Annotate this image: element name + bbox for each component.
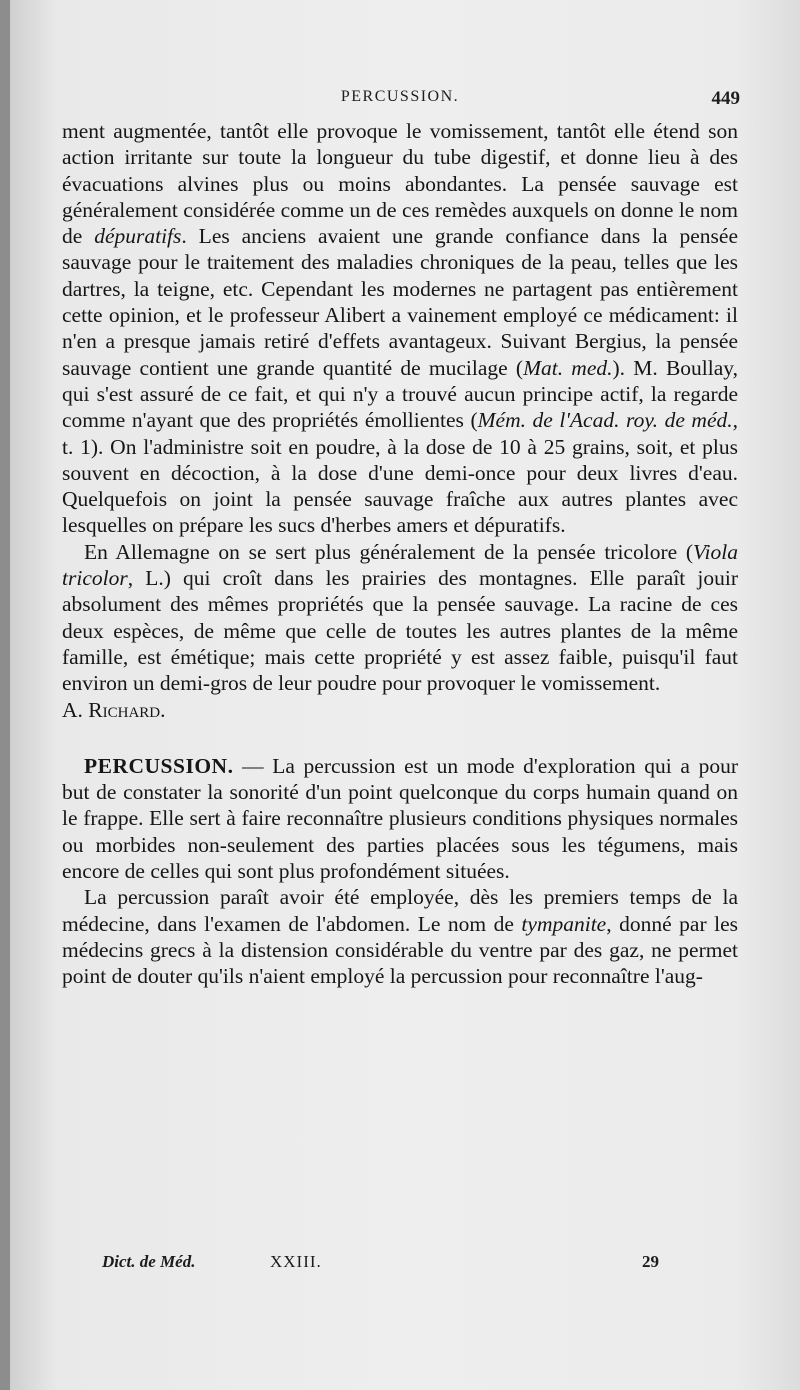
page-header: [60, 88, 740, 114]
footer-volume: XXIII.: [270, 1252, 322, 1271]
italic-term: dépuratifs: [94, 224, 182, 249]
author-signature: A. Richard.: [62, 697, 166, 722]
text-run: , L.) qui croît dans les prairies des montagnes. Elle paraît jouir absolument des mêmes propriétés que la pensée sauvage. La racine de ces deux espèces, de même que celle de toutes les autres plantes de la même famille, est émétique; mais cette propriété y est assez faible, puisqu'il faut environ un demi-gros de leur poudre pour provoquer le vomissement.: [62, 566, 738, 696]
text-run: , donné par les médecins grecs à la distension considérable du ventre par des gaz, ne permet point de douter qu'ils n'aient employé la percussion pour reconnaître l'aug-: [62, 911, 738, 989]
footer-signature-mark: 29: [642, 1252, 659, 1271]
text-run: . Les anciens avaient une grande confiance dans la pensée sauvage pour le traitement des maladies chroniques de la peau, telles que les dartres, la teigne, etc. Cependant les modernes ne partagent pas entièrement cette opinion, et le professeur Alibert a vainement employé ce médicament: il n'en a presque jamais retiré d'effets avantageux. Suivant Bergius, la pensée sauvage contient une grande quantité de mucilage (: [62, 224, 738, 380]
text-run: — La percussion est un mode d'exploration qui a pour but de constater la sonorité d'un point quelconque du corps humain quand on le frappe. Elle sert à faire reconnaître plusieurs conditions physiques normales ou morbides non-seulement des parties placées sous les tégumens, mais encore de celles qui sont plus profondément situées.: [62, 753, 738, 884]
page-footer: [102, 1252, 682, 1278]
text-run: La percussion paraît avoir été employée, dès les premiers temps de la médecine, dans l'examen de l'abdomen. Le nom de: [62, 885, 738, 936]
article-percussion-intro: [62, 753, 738, 884]
footer-dictionary-title: Dict. de Méd.: [102, 1252, 196, 1271]
article-headword: PERCUSSION.: [84, 753, 234, 778]
page-body: [62, 118, 738, 990]
book-page: [10, 0, 800, 1390]
text-run: ). M. Boullay, qui s'est assuré de ce fait, et qui n'y a trouvé aucun principe actif, la regarde comme n'ayant que des propriétés émollientes (: [62, 355, 739, 433]
italic-citation: Mém. de l'Acad. roy. de méd.: [477, 408, 733, 433]
text-run: En Allemagne on se sert plus généralement de la pensée tricolore (: [84, 539, 694, 564]
italic-term: tympanite: [521, 911, 607, 936]
paragraph-pensee-sauvage: [62, 118, 738, 539]
page-number: 449: [711, 88, 740, 109]
author-signature-line: [62, 697, 738, 723]
text-run: ment augmentée, tantôt elle provoque le vomissement, tantôt elle étend son action irritante sur toute la longueur du tube digestif, et donne lieu à des évacuations alvines plus ou moins abondantes. La pensée sauvage est généralement considérée comme un de ces remèdes auxquels on donne le nom de: [62, 119, 738, 249]
text-run: , t. 1). On l'administre soit en poudre, à la dose de 10 à 25 grains, soit, et plus souvent en décoction, à la dose d'une demi-once pour deux livres d'eau. Quelquefois on joint la pensée sauvage fraîche aux autres plantes avec lesquelles on prépare les sucs d'herbes amers et dépuratifs.: [62, 408, 738, 538]
paragraph-pensee-tricolore: [62, 539, 738, 697]
paragraph-percussion-history: [62, 884, 738, 989]
italic-citation: Mat. med.: [523, 355, 613, 380]
running-title: PERCUSSION.: [340, 88, 460, 105]
italic-species: Viola tricolor: [62, 539, 738, 591]
